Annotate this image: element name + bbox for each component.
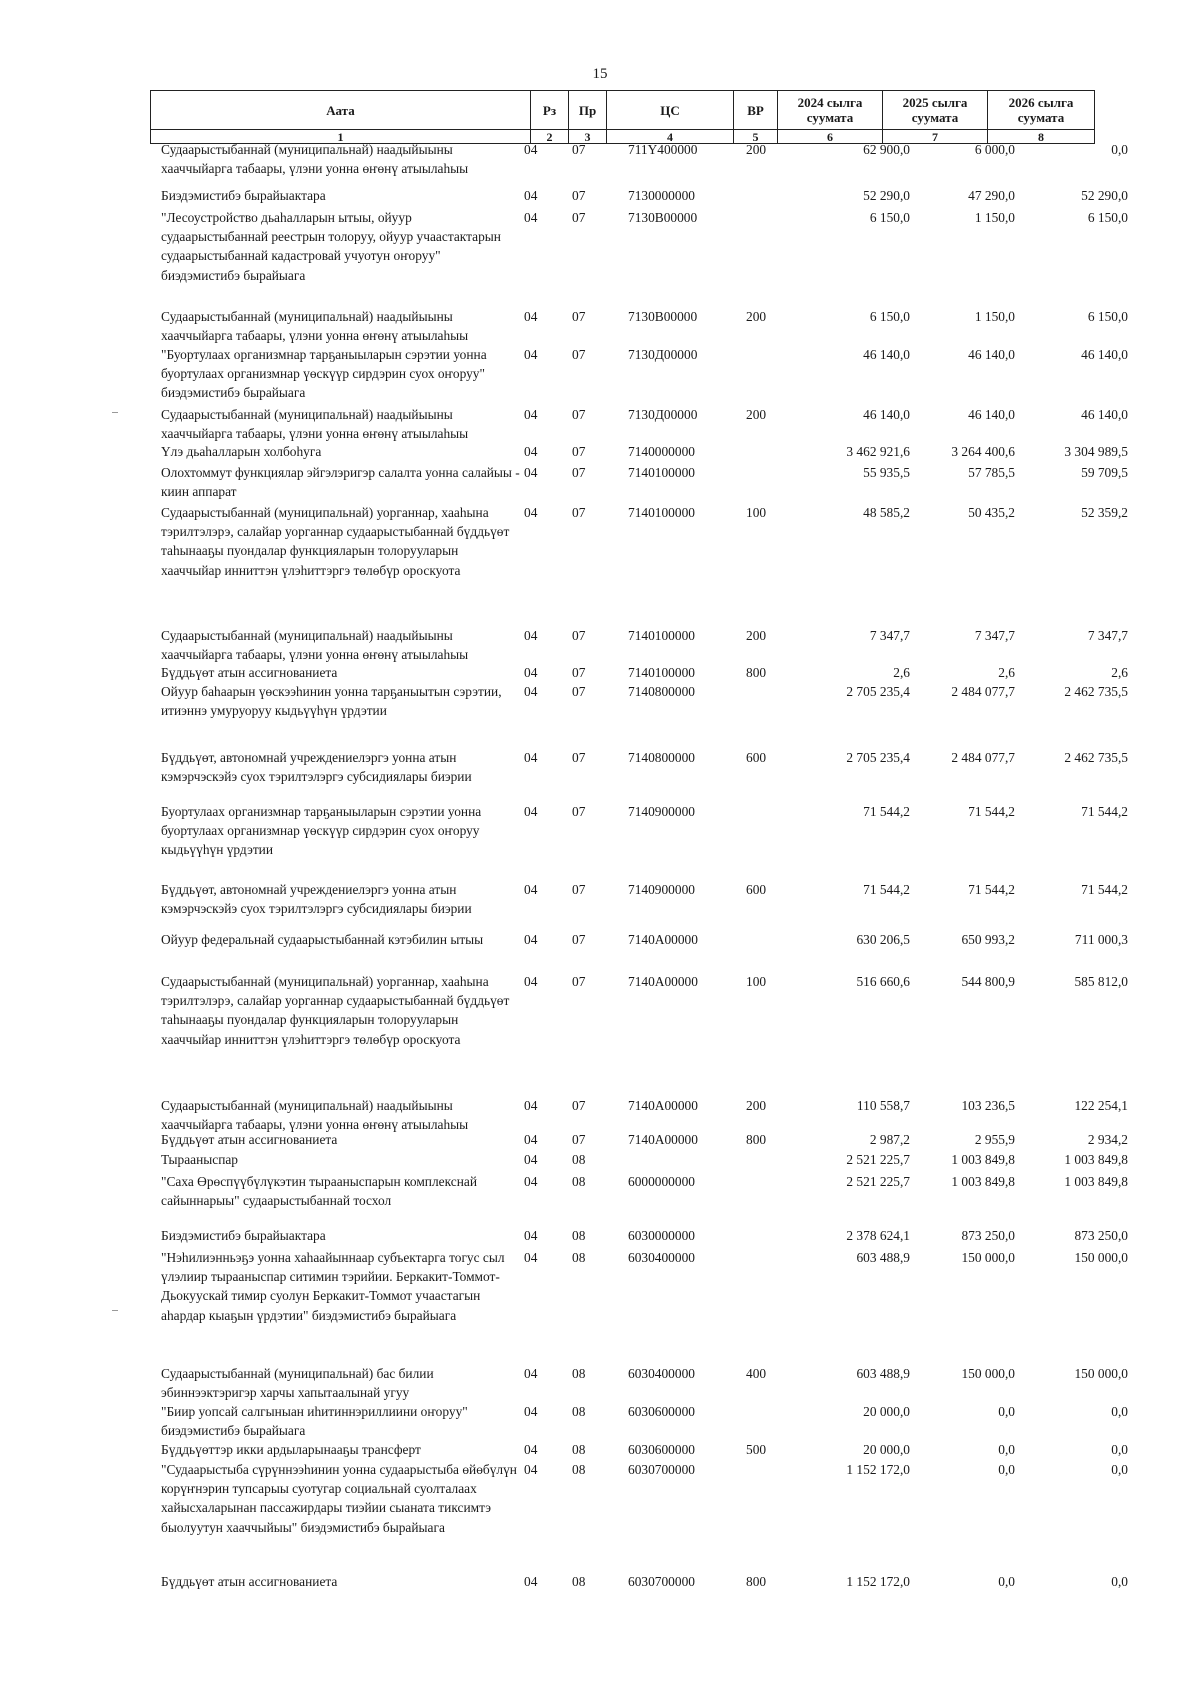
row-pr: 07	[572, 1132, 586, 1147]
row-amount-2025: 0,0	[998, 1442, 1015, 1457]
row-amount-2024: 20 000,0	[863, 1442, 910, 1457]
row-rz: 04	[524, 1462, 538, 1477]
row-vr: 200	[746, 407, 767, 422]
row-vr: 200	[746, 628, 767, 643]
row-name: Судаарыстыбаннай (муниципальнай) наадыйыыны хааччыйарга табаары, үлэни уонна өҥөнү атыылаһыы	[161, 628, 469, 663]
row-amount-2025: 0,0	[998, 1574, 1015, 1589]
row-pr: 08	[572, 1574, 586, 1589]
row-cs: 7140100000	[628, 465, 695, 480]
row-amount-2026: 46 140,0	[1081, 407, 1128, 422]
row-pr: 08	[572, 1442, 586, 1457]
row-rz: 04	[524, 974, 538, 989]
row-amount-2026: 71 544,2	[1081, 804, 1128, 819]
row-pr: 07	[572, 407, 586, 422]
row-amount-2026: 2,6	[1111, 665, 1128, 680]
row-rz: 04	[524, 309, 538, 324]
row-rz: 04	[524, 142, 538, 157]
row-pr: 07	[572, 210, 586, 225]
row-amount-2026: 52 290,0	[1081, 188, 1128, 203]
row-rz: 04	[524, 804, 538, 819]
row-amount-2026: 0,0	[1111, 1462, 1128, 1477]
row-amount-2024: 6 150,0	[869, 309, 910, 324]
row-amount-2026: 873 250,0	[1074, 1228, 1128, 1243]
row-rz: 04	[524, 1152, 538, 1167]
row-amount-2025: 1 150,0	[974, 210, 1015, 225]
row-rz: 04	[524, 210, 538, 225]
row-pr: 07	[572, 665, 586, 680]
row-amount-2025: 1 003 849,8	[951, 1174, 1015, 1189]
row-rz: 04	[524, 188, 538, 203]
row-pr: 07	[572, 882, 586, 897]
row-amount-2024: 46 140,0	[863, 347, 910, 362]
row-name: Бүддьүөттэр икки ардыларынааҕы трансферт	[161, 1442, 421, 1457]
row-amount-2024: 2,6	[893, 665, 910, 680]
row-cs: 6030600000	[628, 1442, 695, 1457]
row-amount-2024: 603 488,9	[856, 1366, 910, 1381]
row-vr: 400	[746, 1366, 767, 1381]
row-vr: 200	[746, 1098, 767, 1113]
row-pr: 08	[572, 1152, 586, 1167]
row-cs: 6030600000	[628, 1404, 695, 1419]
row-amount-2024: 48 585,2	[863, 505, 910, 520]
row-cs: 7130Д00000	[628, 407, 698, 422]
row-name: "Судаарыстыба сүрүннээһинин уонна судаарыстыба өйөбүлүн корүҥнэрин тупсарыы суотугар социальнай суолталаах хайысхаларынан пассажирдары тиэйии сыаната тиксимтэ быолуутун хааччыйыы" биэдэмистибэ бырайыага	[161, 1462, 517, 1535]
row-rz: 04	[524, 1228, 538, 1243]
row-amount-2024: 46 140,0	[863, 407, 910, 422]
row-cs: 7140А00000	[628, 1132, 698, 1147]
row-amount-2026: 0,0	[1111, 142, 1128, 157]
row-pr: 08	[572, 1228, 586, 1243]
row-cs: 7140900000	[628, 882, 695, 897]
row-amount-2025: 47 290,0	[968, 188, 1015, 203]
row-name: Бүддьүөт, автономнай учреждениелэргэ уонна атын кэмэрчэскэйэ суох тэрилтэлэргэ субсидиялары биэрии	[161, 882, 472, 917]
row-cs: 6030700000	[628, 1574, 695, 1589]
row-amount-2025: 50 435,2	[968, 505, 1015, 520]
row-rz: 04	[524, 444, 538, 459]
row-name: Судаарыстыбаннай (муниципальнай) уорганнар, хааһына тэрилтэлэрэ, салайар уорганнар судаарыстыбаннай бүддьүөт таһынааҕы пуондалар функцияларын толорууларын хааччыйар инниттэн үлэһиттэргэ төлөбүр ороскуота	[161, 974, 510, 1047]
row-amount-2025: 2 484 077,7	[951, 684, 1015, 699]
row-cs: 6030700000	[628, 1462, 695, 1477]
row-rz: 04	[524, 1404, 538, 1419]
row-pr: 08	[572, 1404, 586, 1419]
row-amount-2026: 0,0	[1111, 1404, 1128, 1419]
row-pr: 07	[572, 505, 586, 520]
row-amount-2026: 6 150,0	[1087, 210, 1128, 225]
row-amount-2025: 873 250,0	[961, 1228, 1015, 1243]
row-vr: 100	[746, 505, 767, 520]
row-cs: 7140А00000	[628, 932, 698, 947]
row-pr: 07	[572, 628, 586, 643]
row-cs: 7130Д00000	[628, 347, 698, 362]
row-name: Судаарыстыбаннай (муниципальнай) уорганнар, хааһына тэрилтэлэрэ, салайар уорганнар судаарыстыбаннай бүддьүөт таһынааҕы пуондалар функцияларын толорууларын хааччыйар инниттэн үлэһиттэргэ төлөбүр ороскуота	[161, 505, 510, 578]
row-cs: 7130000000	[628, 188, 695, 203]
column-header-2024: 2024 сылга суумата	[778, 91, 883, 130]
row-cs: 7140000000	[628, 444, 695, 459]
row-rz: 04	[524, 347, 538, 362]
row-amount-2026: 46 140,0	[1081, 347, 1128, 362]
row-name: "Лесоустройство дьаһалларын ытыы, ойуур судаарыстыбаннай реестрын толоруу, ойуур учаастактарын судаарыстыбаннай кадастровай учуотун оҥоруу" биэдэмистибэ бырайыага	[161, 210, 501, 283]
row-rz: 04	[524, 465, 538, 480]
row-cs: 6030400000	[628, 1366, 695, 1381]
row-amount-2024: 516 660,6	[856, 974, 910, 989]
row-amount-2026: 1 003 849,8	[1064, 1152, 1128, 1167]
row-pr: 07	[572, 309, 586, 324]
column-number: 4	[607, 130, 734, 144]
row-name: Судаарыстыбаннай (муниципальнай) наадыйыыны хааччыйарга табаары, үлэни уонна өҥөнү атыылаһыы	[161, 309, 469, 344]
row-amount-2024: 55 935,5	[863, 465, 910, 480]
row-name: Ойуур баһаарын үөскээһинин уонна тарҕаныытын сэрэтии, итиэннэ умуруоруу кыдьүүһүн үрдэтии	[161, 684, 502, 719]
row-name: Ойуур федеральнай судаарыстыбаннай кэтэбилин ытыы	[161, 932, 484, 947]
row-name: Үлэ дьаһалларын холбоһуга	[161, 444, 322, 459]
row-amount-2025: 0,0	[998, 1404, 1015, 1419]
row-name: "Биир уопсай салгыныан иһитиннэриллиини оҥоруу" биэдэмистибэ бырайыага	[161, 1404, 468, 1439]
row-amount-2024: 1 152 172,0	[846, 1462, 910, 1477]
row-amount-2026: 52 359,2	[1081, 505, 1128, 520]
row-amount-2026: 2 462 735,5	[1064, 684, 1128, 699]
row-rz: 04	[524, 1366, 538, 1381]
row-amount-2024: 2 705 235,4	[846, 684, 910, 699]
column-header-2025: 2025 сылга суумата	[883, 91, 988, 130]
row-vr: 600	[746, 750, 767, 765]
row-cs: 711Y400000	[628, 142, 698, 157]
row-amount-2024: 2 987,2	[869, 1132, 910, 1147]
row-name: Бүддьүөт атын ассигнованиета	[161, 1132, 338, 1147]
column-number: 8	[988, 130, 1095, 144]
row-pr: 07	[572, 465, 586, 480]
row-cs: 7140800000	[628, 750, 695, 765]
row-amount-2024: 7 347,7	[869, 628, 910, 643]
row-name: Буортулаах организмнар тарҕаныыларын сэрэтии уонна буортулаах организмнар үөскүүр сирдэрин суох оҥоруу кыдьүүһүн үрдэтии	[161, 804, 482, 858]
row-rz: 04	[524, 1132, 538, 1147]
row-rz: 04	[524, 665, 538, 680]
row-amount-2024: 2 521 225,7	[846, 1152, 910, 1167]
row-pr: 07	[572, 188, 586, 203]
row-rz: 04	[524, 1098, 538, 1113]
row-amount-2025: 7 347,7	[974, 628, 1015, 643]
row-cs: 7130В00000	[628, 210, 698, 225]
row-name: "Нэһилиэнньэҕэ уонна хаһаайыннаар субъектарга тогус сыл үлэлиир тырааныспар ситимин тэрийии. Беркакит-Томмот-Дьокуускай тимир суолун Беркакит-Томмот учаастагын аһардар кыаҕын үрдэтии" биэдэмистибэ бырайыага	[161, 1250, 505, 1323]
row-rz: 04	[524, 628, 538, 643]
row-rz: 04	[524, 1250, 538, 1265]
row-pr: 07	[572, 684, 586, 699]
row-pr: 08	[572, 1462, 586, 1477]
row-name: Биэдэмистибэ бырайыактара	[161, 1228, 326, 1243]
row-rz: 04	[524, 407, 538, 422]
row-amount-2024: 20 000,0	[863, 1404, 910, 1419]
row-amount-2025: 3 264 400,6	[951, 444, 1015, 459]
row-vr: 800	[746, 1574, 767, 1589]
column-number: 3	[569, 130, 607, 144]
row-rz: 04	[524, 505, 538, 520]
margin-mark	[112, 1310, 118, 1311]
row-cs: 7140А00000	[628, 1098, 698, 1113]
row-name: Судаарыстыбаннай (муниципальнай) наадыйыыны хааччыйарга табаары, үлэни уонна өҥөнү атыылаһыы	[161, 1098, 469, 1133]
row-amount-2025: 2 955,9	[974, 1132, 1015, 1147]
row-vr: 800	[746, 1132, 767, 1147]
row-cs: 7140100000	[628, 505, 695, 520]
row-pr: 07	[572, 444, 586, 459]
row-amount-2025: 0,0	[998, 1462, 1015, 1477]
row-amount-2024: 3 462 921,6	[846, 444, 910, 459]
row-cs: 7140900000	[628, 804, 695, 819]
row-amount-2026: 150 000,0	[1074, 1250, 1128, 1265]
row-vr: 500	[746, 1442, 767, 1457]
row-amount-2024: 110 558,7	[856, 1098, 910, 1113]
row-name: Биэдэмистибэ бырайыактара	[161, 188, 326, 203]
row-amount-2026: 59 709,5	[1081, 465, 1128, 480]
row-cs: 6030400000	[628, 1250, 695, 1265]
row-amount-2026: 2 934,2	[1087, 1132, 1128, 1147]
row-amount-2025: 1 150,0	[974, 309, 1015, 324]
row-amount-2026: 711 000,3	[1074, 932, 1128, 947]
row-pr: 08	[572, 1366, 586, 1381]
row-amount-2026: 3 304 989,5	[1064, 444, 1128, 459]
row-rz: 04	[524, 1442, 538, 1457]
row-amount-2026: 7 347,7	[1087, 628, 1128, 643]
row-amount-2025: 2 484 077,7	[951, 750, 1015, 765]
row-amount-2024: 62 900,0	[863, 142, 910, 157]
row-name: "Саха Өрөспүүбүлүкэтин тырааныспарын комплекснай сайыннарыы" судаарыстыбаннай тосхол	[161, 1174, 477, 1209]
row-amount-2025: 46 140,0	[968, 407, 1015, 422]
row-cs: 6000000000	[628, 1174, 695, 1189]
row-cs: 7140А00000	[628, 974, 698, 989]
row-amount-2025: 103 236,5	[961, 1098, 1015, 1113]
column-header-pr: Пр	[569, 91, 607, 130]
row-amount-2024: 2 378 624,1	[846, 1228, 910, 1243]
row-amount-2025: 150 000,0	[961, 1366, 1015, 1381]
column-number: 6	[778, 130, 883, 144]
row-pr: 07	[572, 1098, 586, 1113]
row-amount-2024: 71 544,2	[863, 804, 910, 819]
column-header-rz: Рз	[531, 91, 569, 130]
row-name: Бүддьүөт, автономнай учреждениелэргэ уонна атын кэмэрчэскэйэ суох тэрилтэлэргэ субсидиялары биэрии	[161, 750, 472, 785]
row-amount-2026: 0,0	[1111, 1442, 1128, 1457]
row-pr: 07	[572, 347, 586, 362]
row-pr: 07	[572, 750, 586, 765]
row-amount-2024: 630 206,5	[856, 932, 910, 947]
row-amount-2025: 71 544,2	[968, 804, 1015, 819]
row-rz: 04	[524, 684, 538, 699]
row-amount-2024: 52 290,0	[863, 188, 910, 203]
row-amount-2025: 544 800,9	[961, 974, 1015, 989]
row-name: Судаарыстыбаннай (муниципальнай) наадыйыыны хааччыйарга табаары, үлэни уонна өҥөнү атыылаһыы	[161, 142, 469, 177]
column-number: 2	[531, 130, 569, 144]
row-rz: 04	[524, 882, 538, 897]
row-amount-2025: 150 000,0	[961, 1250, 1015, 1265]
row-amount-2026: 2 462 735,5	[1064, 750, 1128, 765]
row-pr: 07	[572, 142, 586, 157]
row-amount-2026: 1 003 849,8	[1064, 1174, 1128, 1189]
row-name: Бүддьүөт атын ассигнованиета	[161, 665, 338, 680]
row-pr: 07	[572, 932, 586, 947]
row-amount-2024: 2 521 225,7	[846, 1174, 910, 1189]
row-amount-2025: 57 785,5	[968, 465, 1015, 480]
row-amount-2026: 71 544,2	[1081, 882, 1128, 897]
column-header-cs: ЦС	[607, 91, 734, 130]
row-vr: 200	[746, 309, 767, 324]
column-number: 7	[883, 130, 988, 144]
row-pr: 08	[572, 1250, 586, 1265]
row-amount-2026: 585 812,0	[1074, 974, 1128, 989]
row-amount-2026: 0,0	[1111, 1574, 1128, 1589]
row-amount-2025: 6 000,0	[974, 142, 1015, 157]
row-amount-2025: 46 140,0	[968, 347, 1015, 362]
row-amount-2026: 6 150,0	[1087, 309, 1128, 324]
row-amount-2024: 2 705 235,4	[846, 750, 910, 765]
row-name: "Буортулаах организмнар тарҕаныыларын сэрэтии уонна буортулаах организмнар үөскүүр сирдэрин суох оҥоруу" биэдэмистибэ бырайыага	[161, 347, 487, 401]
row-amount-2025: 71 544,2	[968, 882, 1015, 897]
row-amount-2026: 150 000,0	[1074, 1366, 1128, 1381]
row-rz: 04	[524, 750, 538, 765]
row-rz: 04	[524, 1574, 538, 1589]
row-name: Судаарыстыбаннай (муниципальнай) наадыйыыны хааччыйарга табаары, үлэни уонна өҥөнү атыылаһыы	[161, 407, 469, 442]
row-amount-2025: 2,6	[998, 665, 1015, 680]
column-number: 5	[734, 130, 778, 144]
row-cs: 7140100000	[628, 628, 695, 643]
row-pr: 07	[572, 804, 586, 819]
row-pr: 08	[572, 1174, 586, 1189]
row-rz: 04	[524, 932, 538, 947]
row-vr: 600	[746, 882, 767, 897]
row-amount-2024: 1 152 172,0	[846, 1574, 910, 1589]
row-amount-2025: 1 003 849,8	[951, 1152, 1015, 1167]
row-name: Судаарыстыбаннай (муниципальнай) бас билии эбиннээктэригэр харчы хапытаалынай угуу	[161, 1366, 434, 1401]
row-rz: 04	[524, 1174, 538, 1189]
row-amount-2025: 650 993,2	[961, 932, 1015, 947]
row-cs: 7140800000	[628, 684, 695, 699]
column-header-2026: 2026 сылга суумата	[988, 91, 1095, 130]
page-number: 15	[592, 66, 608, 82]
row-vr: 800	[746, 665, 767, 680]
column-header-name: Аата	[151, 91, 531, 130]
column-number: 1	[151, 130, 531, 144]
row-amount-2024: 6 150,0	[869, 210, 910, 225]
row-name: Бүддьүөт атын ассигнованиета	[161, 1574, 338, 1589]
row-cs: 7130В00000	[628, 309, 698, 324]
row-name: Олохтоммут функциялар эйгэлэригэр салалта уонна салайыы - киин аппарат	[161, 465, 520, 500]
row-amount-2026: 122 254,1	[1074, 1098, 1128, 1113]
row-amount-2024: 71 544,2	[863, 882, 910, 897]
row-vr: 100	[746, 974, 767, 989]
row-amount-2024: 603 488,9	[856, 1250, 910, 1265]
margin-mark	[112, 412, 118, 413]
row-pr: 07	[572, 974, 586, 989]
row-cs: 6030000000	[628, 1228, 695, 1243]
row-name: Тырааныспар	[161, 1152, 239, 1167]
row-cs: 7140100000	[628, 665, 695, 680]
column-header-vr: ВР	[734, 91, 778, 130]
row-vr: 200	[746, 142, 767, 157]
